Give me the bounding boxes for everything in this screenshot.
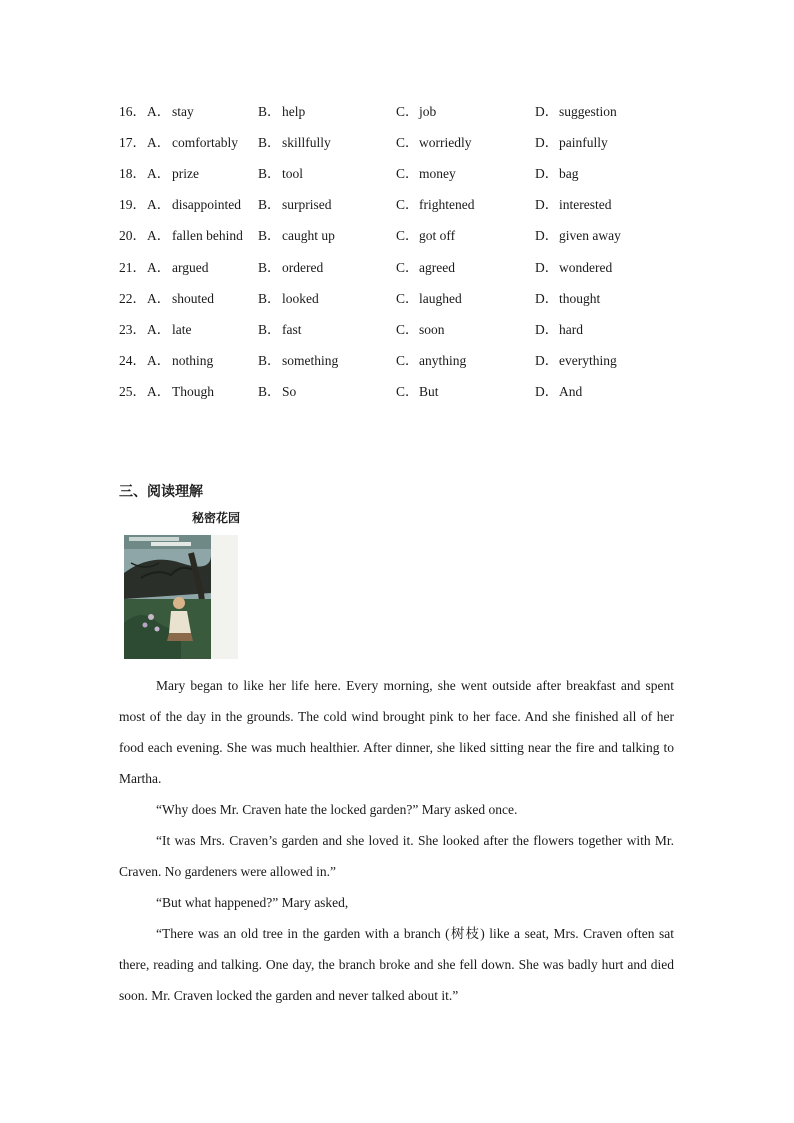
question-number: 20． (119, 228, 146, 243)
option-a: disappointed (172, 197, 241, 212)
option-label-c: C． (396, 384, 419, 399)
option-d: painfully (559, 135, 608, 150)
option-label-b: B． (258, 104, 281, 119)
option-c: worriedly (419, 135, 472, 150)
question-number: 19． (119, 197, 146, 212)
option-d: bag (559, 166, 579, 181)
option-a: fallen behind (172, 228, 243, 243)
option-c: job (419, 104, 437, 119)
option-a: late (172, 322, 192, 337)
question-number: 24． (119, 353, 146, 368)
option-label-d: D． (535, 322, 559, 337)
option-a: prize (172, 166, 199, 181)
option-a: comfortably (172, 135, 238, 150)
option-b: skillfully (282, 135, 331, 150)
option-c: But (419, 384, 439, 399)
option-label-d: D． (535, 135, 559, 150)
passage-paragraph: “It was Mrs. Craven’s garden and she loved it. She looked after the flowers together with Mr. Craven. No gardeners were allowed in.” (119, 833, 674, 879)
option-label-a: A． (147, 104, 171, 119)
option-label-a: A． (147, 228, 171, 243)
option-label-c: C． (396, 104, 419, 119)
option-c: laughed (419, 291, 462, 306)
passage-paragraph: “Why does Mr. Craven hate the locked garden?” Mary asked once. (156, 802, 518, 817)
option-label-a: A． (147, 260, 171, 275)
option-b: looked (282, 291, 319, 306)
option-label-b: B． (258, 291, 281, 306)
option-c: money (419, 166, 456, 181)
option-d: interested (559, 197, 612, 212)
option-label-c: C． (396, 166, 419, 181)
option-label-d: D． (535, 197, 559, 212)
option-b: caught up (282, 228, 335, 243)
passage-paragraph: “There was an old tree in the garden with a branch (树枝) like a seat, Mrs. Craven often sat there, reading and talking. One day, the branch broke and she fell down. She was badly hurt and died soon. Mr. Craven locked the garden and never talked about it.” (119, 926, 674, 1003)
option-a: Though (172, 384, 214, 399)
book-caption: 秘密花园 (192, 511, 241, 525)
option-label-b: B． (258, 135, 281, 150)
option-c: soon (419, 322, 445, 337)
option-label-b: B． (258, 384, 281, 399)
question-number: 16． (119, 104, 146, 119)
option-d: given away (559, 228, 621, 243)
option-b: fast (282, 322, 302, 337)
passage-paragraph: Mary began to like her life here. Every morning, she went outside after breakfast and spent most of the day in the grounds. The cold wind brought pink to her face. And she finished all of her food each evening. She was much healthier. After dinner, she liked sitting near the fire and talking to Martha. (119, 678, 674, 786)
option-label-c: C． (396, 260, 419, 275)
option-label-a: A． (147, 166, 171, 181)
option-label-d: D． (535, 384, 559, 399)
option-d: everything (559, 353, 617, 368)
book-cover-image (121, 533, 241, 659)
option-label-c: C． (396, 228, 419, 243)
option-label-b: B． (258, 228, 281, 243)
option-label-d: D． (535, 291, 559, 306)
option-label-a: A． (147, 384, 171, 399)
option-b: help (282, 104, 306, 119)
option-d: hard (559, 322, 583, 337)
option-label-b: B． (258, 353, 281, 368)
option-d: And (559, 384, 583, 399)
question-number: 22． (119, 291, 146, 306)
option-label-d: D． (535, 166, 559, 181)
option-label-c: C． (396, 135, 419, 150)
question-number: 23． (119, 322, 146, 337)
option-label-c: C． (396, 322, 419, 337)
question-number: 17． (119, 135, 146, 150)
option-b: tool (282, 166, 304, 181)
option-label-b: B． (258, 166, 281, 181)
question-number: 18． (119, 166, 146, 181)
option-label-c: C． (396, 353, 419, 368)
option-c: anything (419, 353, 467, 368)
option-a: argued (172, 260, 209, 275)
option-d: wondered (559, 260, 613, 275)
option-b: ordered (282, 260, 324, 275)
option-label-a: A． (147, 135, 171, 150)
option-a: stay (172, 104, 194, 119)
option-label-a: A． (147, 353, 171, 368)
option-a: shouted (172, 291, 214, 306)
question-number: 25． (119, 384, 146, 399)
option-label-d: D． (535, 260, 559, 275)
option-a: nothing (172, 353, 214, 368)
option-label-a: A． (147, 322, 171, 337)
option-b: surprised (282, 197, 332, 212)
option-label-b: B． (258, 260, 281, 275)
option-c: agreed (419, 260, 455, 275)
option-label-b: B． (258, 322, 281, 337)
option-c: frightened (419, 197, 475, 212)
question-number: 21． (119, 260, 146, 275)
passage-paragraph: “But what happened?” Mary asked, (156, 895, 349, 910)
option-label-a: A． (147, 197, 171, 212)
option-label-d: D． (535, 104, 559, 119)
option-label-d: D． (535, 228, 559, 243)
option-d: thought (559, 291, 601, 306)
option-label-b: B． (258, 197, 281, 212)
option-label-d: D． (535, 353, 559, 368)
option-d: suggestion (559, 104, 617, 119)
option-label-c: C． (396, 291, 419, 306)
option-b: something (282, 353, 339, 368)
section-heading: 三、阅读理解 (119, 484, 203, 500)
option-c: got off (419, 228, 456, 243)
option-label-a: A． (147, 291, 171, 306)
option-label-c: C． (396, 197, 419, 212)
option-b: So (282, 384, 297, 399)
